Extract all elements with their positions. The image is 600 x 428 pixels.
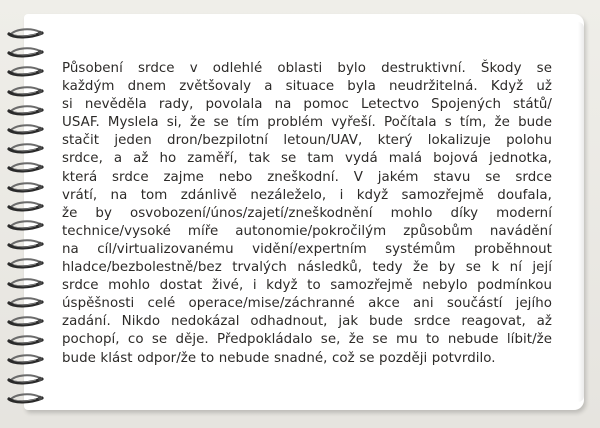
text-line-3: si nevěděla rady, povolala na pomoc Letectvo Spojených států/ [62,97,552,113]
binding-ring-13 [6,256,46,270]
page-edge-shadow [578,22,584,402]
text-line-2: každým dnem zvětšovaly a situace byla neudržitelná. Když už [62,79,552,95]
binding-ring-5 [6,103,46,117]
binding-ring-4 [6,84,46,98]
binding-ring-7 [6,141,46,155]
binding-ring-3 [6,64,46,78]
text-line-12: hladce/bezbolestně/bez trvalých následků, tedy že by se k ní její [62,260,552,276]
binding-ring-1 [6,26,46,40]
binding-ring-9 [6,180,46,194]
binding-ring-10 [6,199,46,213]
binding-ring-2 [6,45,46,59]
text-line-15: zadání. Nikdo nedokázal odhadnout, jak bude srdce reagovat, až [62,314,552,330]
text-line-13: srdce mohlo dostat živé, i když to samozřejmě nebylo podmínkou [62,278,552,294]
binding-ring-6 [6,122,46,136]
binding-ring-8 [6,160,46,174]
text-line-6: srdce, a až ho zaměří, tak se tam vydá malá bojová jednotka, [62,151,552,167]
binding-ring-15 [6,295,46,309]
text-line-7: která srdce zajme nebo zneškodní. V jakém stavu se srdce [62,169,552,185]
binding-ring-18 [6,352,46,366]
binding-ring-19 [6,372,46,386]
text-line-11: na cíl/virtualizovanému vidění/expertním systémům proběhnout [62,241,552,257]
binding-ring-12 [6,237,46,251]
text-line-10: technice/vysoké míře autonomie/pokročilým způsobům navádění [62,223,552,239]
body-text [62,60,552,368]
text-line-17: bude klást odpor/že to nebude snadné, což se později potvrdilo. [62,350,496,366]
binding-ring-17 [6,333,46,347]
text-line-5: stačit jeden dron/bezpilotní letoun/UAV, který lokalizuje polohu [62,133,552,149]
text-line-16: pochopí, co se děje. Předpokládalo se, že se mu to nebude líbit/že [62,332,552,348]
text-line-14: úspěšnosti celé operace/mise/záchranné akce ani součástí jejího [62,296,552,312]
text-line-9: že by osvobození/únos/zajetí/zneškodnění mohlo díky moderní [62,205,552,221]
spiral-binding [6,26,46,416]
binding-ring-16 [6,314,46,328]
text-line-1: Působení srdce v odlehlé oblasti bylo destruktivní. Škody se [62,61,552,76]
text-line-8: vrátí, na tom zdánlivě nezáleželo, i když samozřejmě doufala, [62,187,552,203]
binding-ring-14 [6,276,46,290]
text-line-4: USAF. Myslela si, že se tím problém vyřeší. Počítala s tím, že bude [62,115,552,131]
binding-ring-20 [6,391,46,405]
binding-ring-11 [6,218,46,232]
